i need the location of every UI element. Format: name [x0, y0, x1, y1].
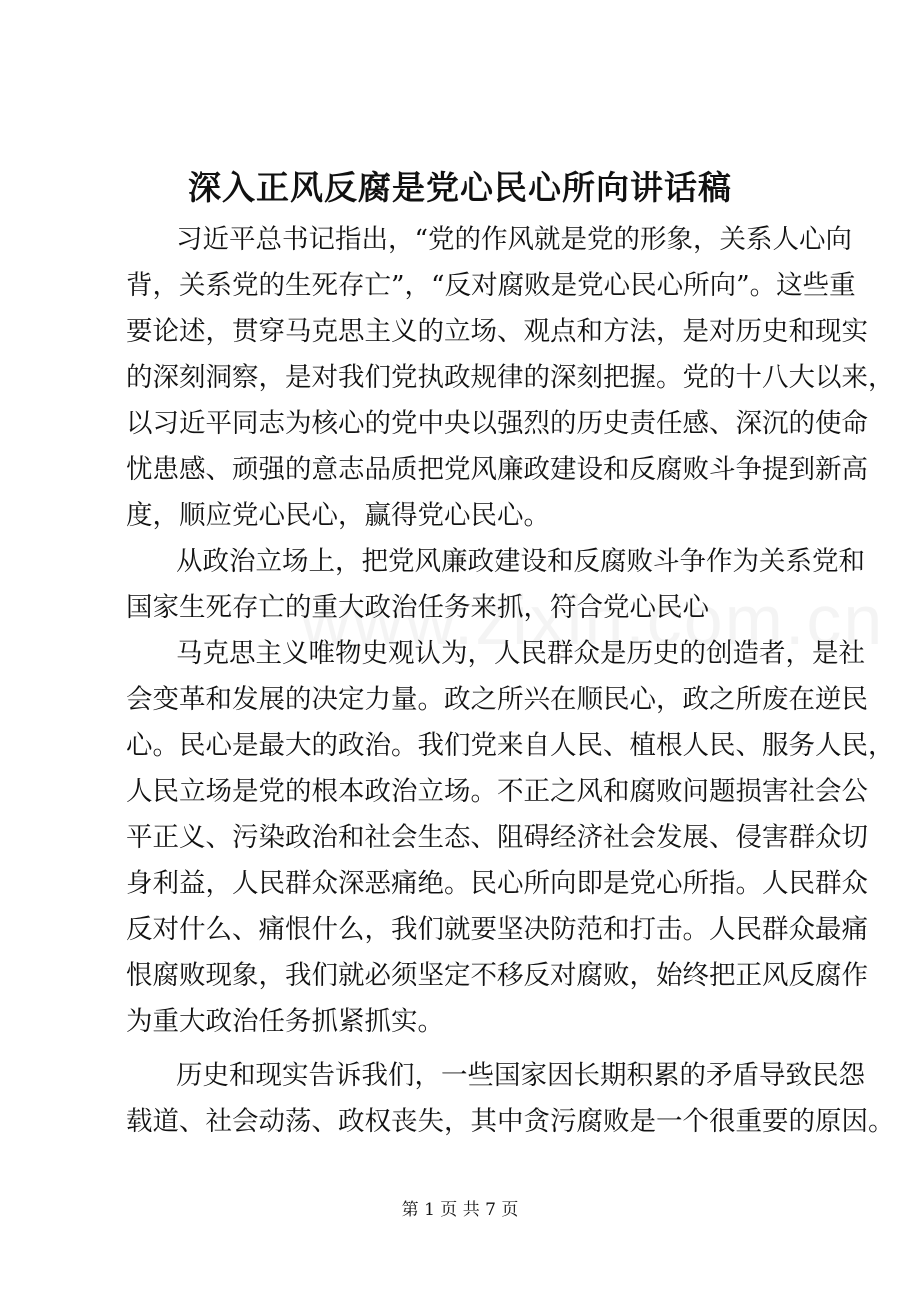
paragraph-3-line-4: 人民立场是党的根本政治立场。不正之风和腐败问题损害社会公: [126, 776, 868, 807]
paragraph-1-line-7: 度，顺应党心民心，赢得党心民心。: [126, 500, 550, 531]
paragraph-3-line-7: 反对什么、痛恨什么，我们就要坚决防范和打击。人民群众最痛: [126, 914, 868, 945]
paragraph-3-line-1: 马克思主义唯物史观认为，人民群众是历史的创造者，是社: [176, 638, 865, 669]
paragraph-1-line-2: 背，关系党的生死存亡”，“反对腐败是党心民心所向”。这些重: [126, 270, 856, 301]
paragraph-2-line-1: 从政治立场上，把党风廉政建设和反腐败斗争作为关系党和: [176, 546, 865, 577]
document-title: 深入正风反腐是党心民心所向讲话稿: [188, 168, 732, 207]
paragraph-1-line-5: 以习近平同志为核心的党中央以强烈的历史责任感、深沉的使命: [126, 408, 868, 439]
paragraph-3-line-9: 为重大政治任务抓紧抓实。: [126, 1006, 444, 1037]
paragraph-4-line-2: 载道、社会动荡、政权丧失，其中贪污腐败是一个很重要的原因。: [126, 1106, 895, 1137]
paragraph-2-line-2: 国家生死存亡的重大政治任务来抓，符合党心民心: [126, 592, 709, 623]
paragraph-1-line-1: 习近平总书记指出，“党的作风就是党的形象，关系人心向: [176, 224, 853, 255]
paragraph-3-line-2: 会变革和发展的决定力量。政之所兴在顺民心，政之所废在逆民: [126, 684, 868, 715]
paragraph-1-line-3: 要论述，贯穿马克思主义的立场、观点和方法，是对历史和现实: [126, 316, 868, 347]
paragraph-3-line-3: 心。民心是最大的政治。我们党来自人民、植根人民、服务人民，: [126, 730, 895, 761]
paragraph-3-line-5: 平正义、污染政治和社会生态、阻碍经济社会发展、侵害群众切: [126, 822, 868, 853]
paragraph-3-line-8: 恨腐败现象，我们就必须坚定不移反对腐败，始终把正风反腐作: [126, 960, 868, 991]
paragraph-3-line-6: 身利益，人民群众深恶痛绝。民心所向即是党心所指。人民群众: [126, 868, 868, 899]
paragraph-1-line-4: 的深刻洞察，是对我们党执政规律的深刻把握。党的十八大以来，: [126, 362, 895, 393]
paragraph-4-line-1: 历史和现实告诉我们，一些国家因长期积累的矛盾导致民怨: [176, 1060, 865, 1091]
paragraph-1-line-6: 忧患感、顽强的意志品质把党风廉政建设和反腐败斗争提到新高: [126, 454, 868, 485]
page-number-footer: 第 1 页 共 7 页: [401, 1200, 519, 1220]
